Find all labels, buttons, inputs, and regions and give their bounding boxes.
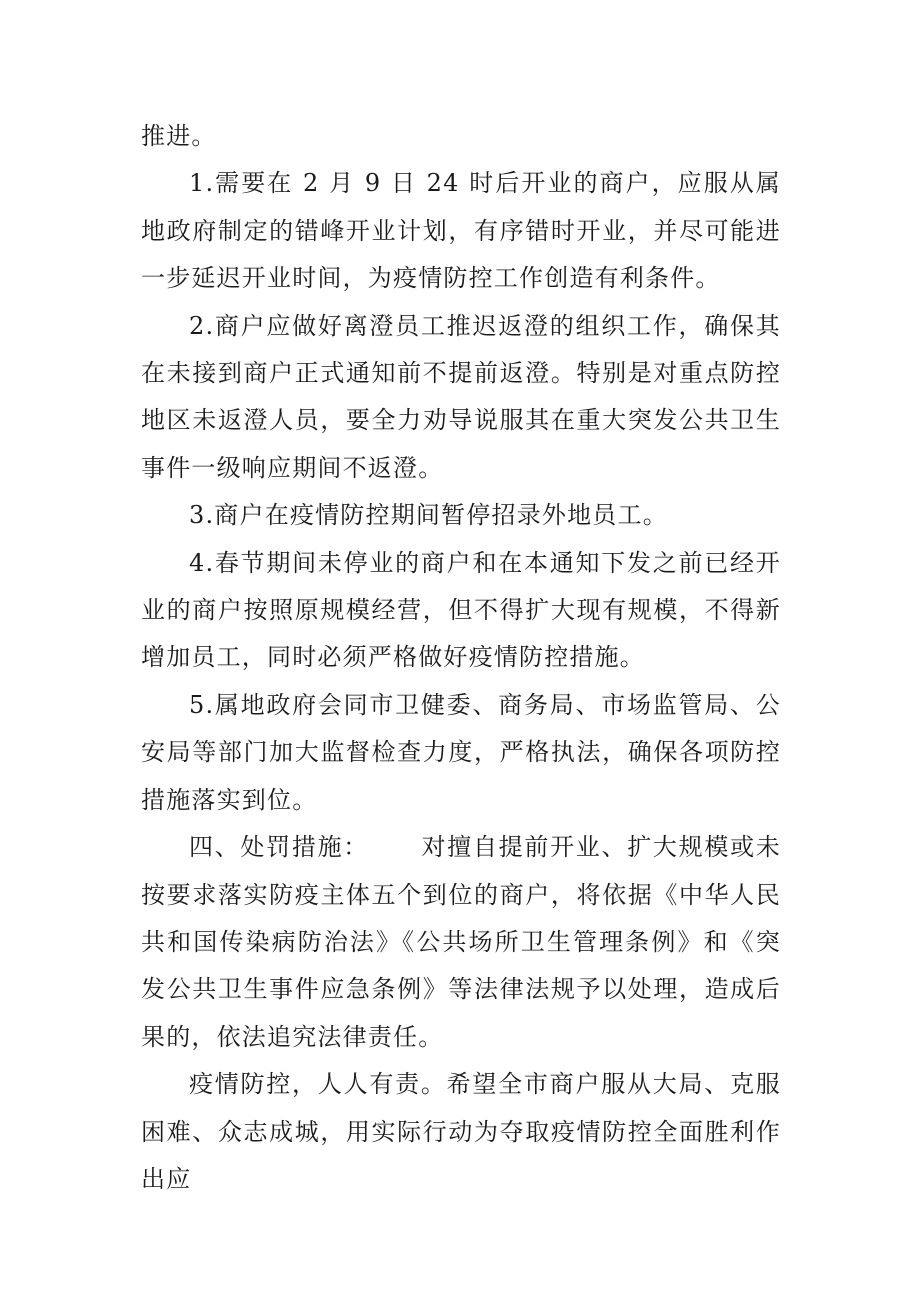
document-body: [141, 113, 781, 1203]
paragraph-closing: 疫情防控，人人有责。希望全市商户服从大局、克服困难、众志成城，用实际行动为夺取疫情防控全面胜利作出应: [141, 1070, 781, 1193]
paragraph-item-1: 1.需要在 2 月 9 日 24 时后开业的商户，应服从属地政府制定的错峰开业计划，有序错时开业，并尽可能进一步延迟开业时间，为疫情防控工作创造有利条件。: [141, 169, 781, 293]
paragraph-continuation: 推进。: [141, 122, 217, 150]
paragraph-item-3: 3.商户在疫情防控期间暂停招录外地员工。: [189, 501, 668, 530]
section-heading-penalty: 四、处罚措施：: [189, 833, 369, 862]
paragraph-item-5: 5.属地政府会同市卫健委、商务局、市场监管局、公安局等部门加大监督检查力度，严格执法，确保各项防控措施落实到位。: [141, 690, 781, 814]
paragraph-item-4: 4.春节期间未停业的商户和在本通知下发之前已经开业的商户按照原规模经营，但不得扩大现有规模，不得新增加员工，同时必须严格做好疫情防控措施。: [141, 548, 781, 672]
penalty-text: 对擅自提前开业、扩大规模或未按要求落实防疫主体五个到位的商户，将依据《中华人民共和国传染病防治法》《公共场所卫生管理条例》和《突发公共卫生事件应急条例》等法律法规予以处理，造成后果的，依法追究法律责任。: [141, 833, 781, 1051]
paragraph-penalty: [141, 824, 781, 1061]
paragraph-item-2: 2.商户应做好离澄员工推迟返澄的组织工作，确保其在未接到商户正式通知前不提前返澄。特别是对重点防控地区未返澄人员，要全力劝导说服其在重大突发公共卫生事件一级响应期间不返澄。: [141, 311, 781, 482]
